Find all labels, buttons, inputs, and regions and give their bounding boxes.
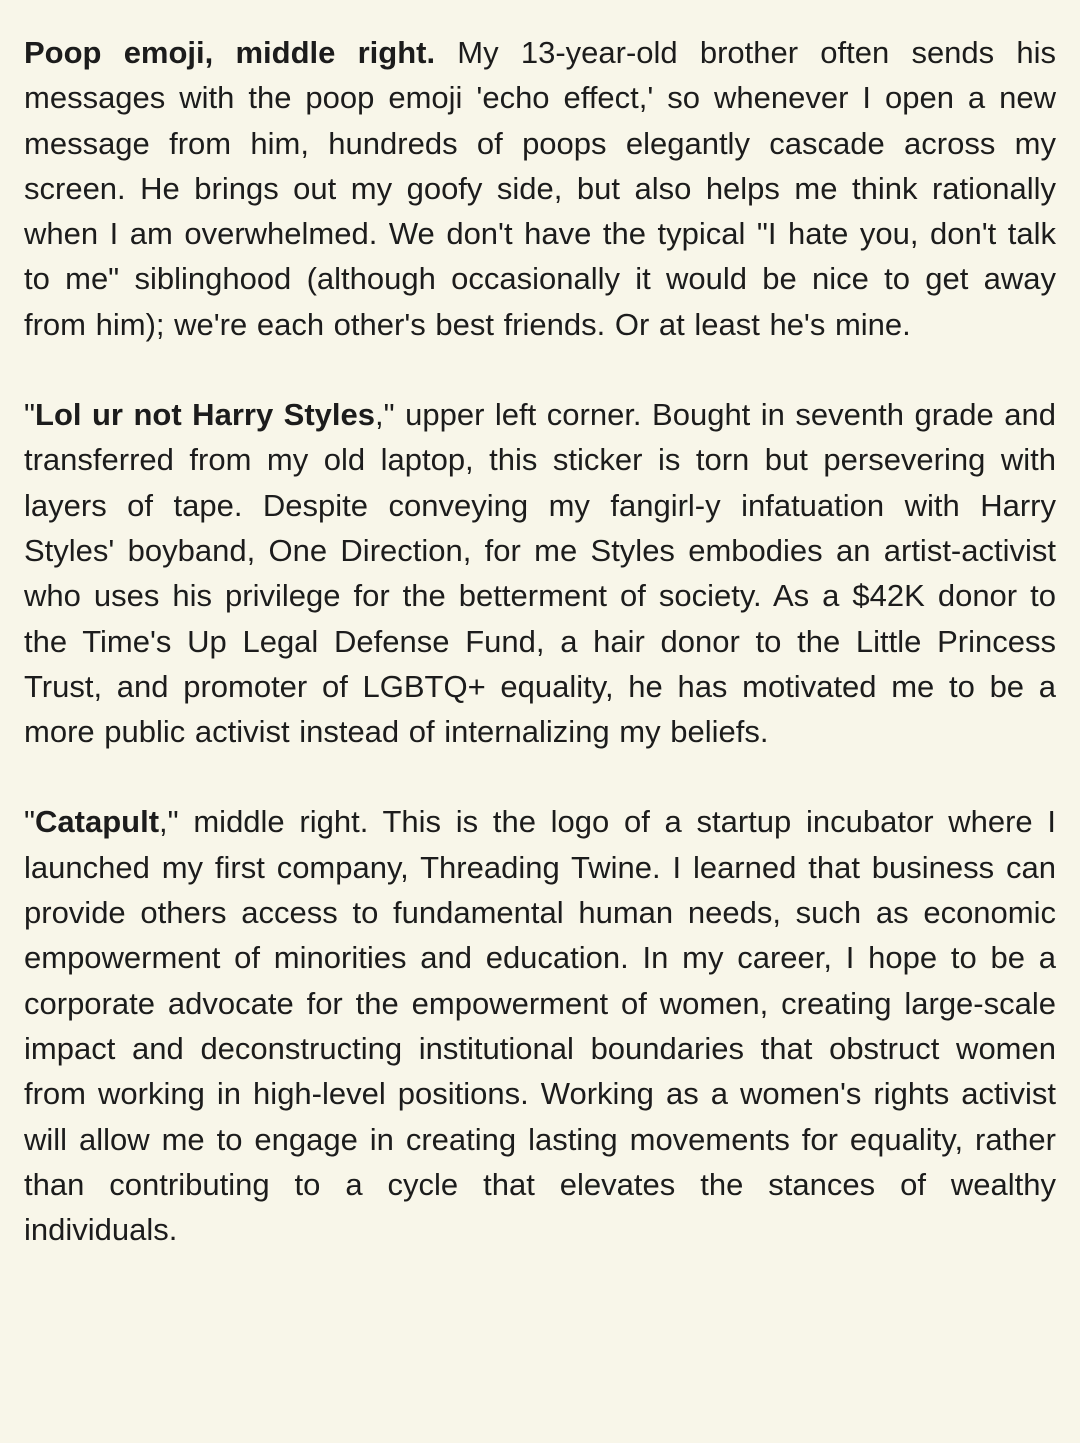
paragraph-harry-styles — [24, 392, 1056, 754]
paragraph-prefix: " — [24, 804, 36, 840]
paragraph-prefix: " — [24, 397, 36, 433]
paragraph-body: middle right. This is the logo of a startup incubator where I launched my first company, Threading Twine. I learned that business can provide others access to fundamental human needs, such as economic empowerment of minorities and education. In my career, I hope to be a corporate advocate for the empowerment of women, creating large-scale impact and deconstructing institutional boundaries that obstruct women from working in high-level positions. Working as a women's rights activist will allow me to engage in creating lasting movements for equality, rather than contributing to a cycle that elevates the stances of wealthy individuals. — [24, 804, 1056, 1248]
paragraph-heading-suffix: ," — [159, 804, 179, 840]
paragraph-heading-suffix: ," — [375, 397, 395, 433]
paragraph-body: upper left corner. Bought in seventh grade and transferred from my old laptop, this sticker is torn but persevering with layers of tape. Despite conveying my fangirl-y infatuation with Harry Styles' boyband, One Direction, for me Styles embodies an artist-activist who uses his privilege for the betterment of society. As a $42K donor to the Time's Up Legal Defense Fund, a hair donor to the Little Princess Trust, and promoter of LGBTQ+ equality, he has motivated me to be a more public activist instead of internalizing my beliefs. — [24, 397, 1056, 750]
paragraph-heading: Catapult — [35, 804, 160, 840]
paragraph-poop-emoji — [24, 30, 1056, 347]
paragraph-heading: Lol ur not Harry Styles — [35, 397, 376, 433]
paragraph-heading: Poop emoji, middle right. — [24, 35, 436, 70]
paragraph-body: My 13-year-old brother often sends his messages with the poop emoji 'echo effect,' so whenever I open a new message from him, hundreds of poops elegantly cascade across my screen. He brings out my goofy side, but also helps me think rationally when I am overwhelmed. We don't have the typical "I hate you, don't talk to me" siblinghood (although occasionally it would be nice to get away from him); we're each other's best friends. Or at least he's mine. — [24, 35, 1056, 342]
paragraph-catapult — [24, 799, 1056, 1252]
